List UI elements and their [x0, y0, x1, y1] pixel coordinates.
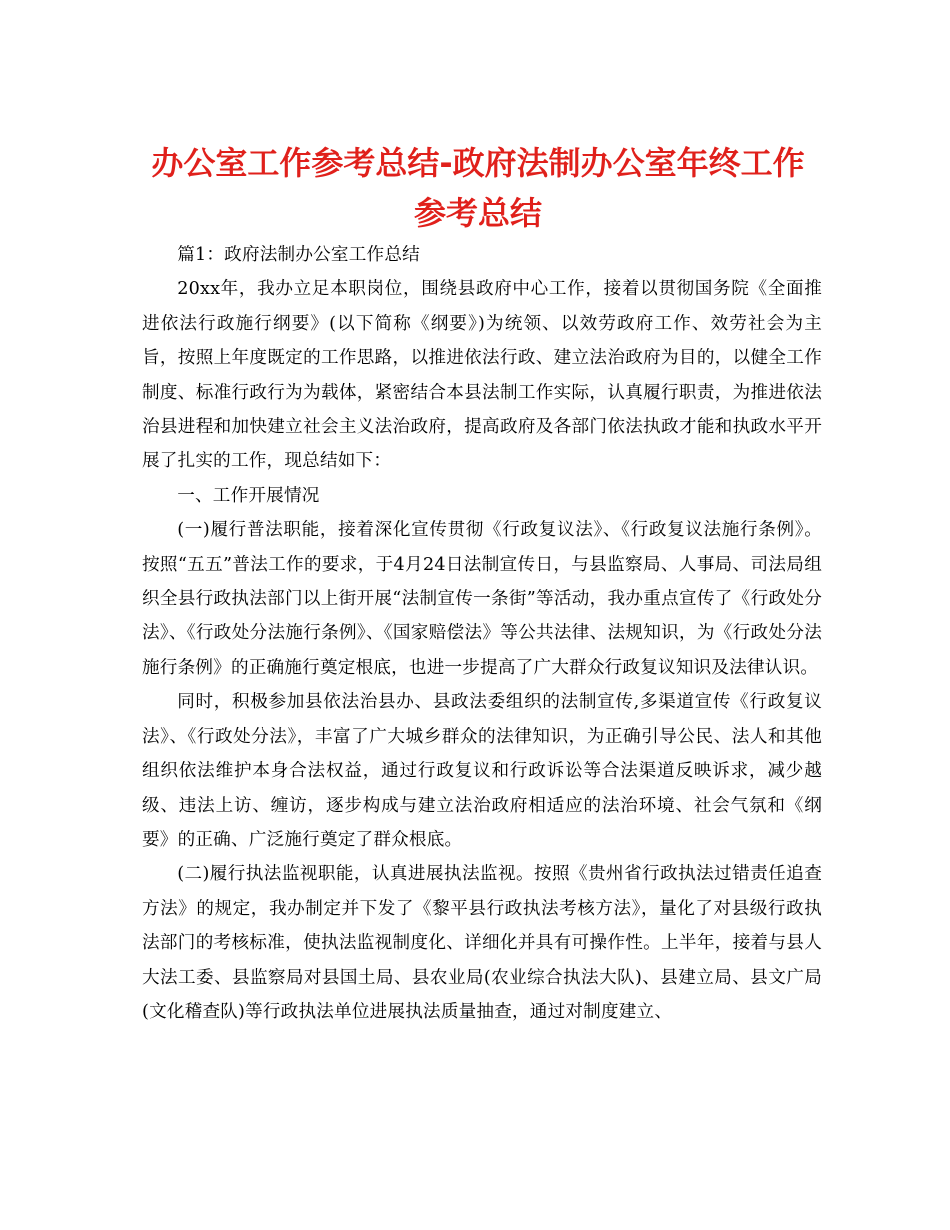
document-page — [142, 138, 822, 1029]
section-heading: 一、工作开展情况 — [177, 485, 320, 506]
body-paragraph: (一)履行普法职能，接着深化宣传贯彻《行政复议法》、《行政复议法施行条例》。按照“五五”普法工作的要求，于4月24日法制宣传日，与县监察局、人事局、司法局组织全县行政执法部门以上街开展“法制宣传一条街”等活动，我办重点宣传了《行政处分法》、《行政处分法施行条例》、《国家赔偿法》等公共法律、法规知识，为《行政处分法施行条例》的正确施行奠定根底，也进一步提高了广大群众行政复议知识及法律认识。 — [142, 520, 822, 678]
body-paragraph: 20xx年，我办立足本职岗位，围绕县政府中心工作，接着以贯彻国务院《全面推进依法行政施行纲要》(以下简称《纲要》)为统领、以效劳政府工作、效劳社会为主旨，按照上年度既定的工作思路，以推进依法行政、建立法治政府为目的，以健全工作制度、标准行政行为为载体，紧密结合本县法制工作实际，认真履行职责，为推进依法治县进程和加快建立社会主义法治政府，提高政府及各部门依法执政才能和执政水平开展了扎实的工作，现总结如下： — [142, 279, 822, 472]
body-paragraph: 同时，积极参加县依法治县办、县政法委组织的法制宣传,多渠道宣传《行政复议法》、《行政处分法》，丰富了广大城乡群众的法律知识，为正确引导公民、法人和其他组织依法维护本身合法权益，通过行政复议和行政诉讼等合法渠道反映诉求，减少越级、违法上访、缠访，逐步构成与建立法治政府相适应的法治环境、社会气氛和《纲要》的正确、广泛施行奠定了群众根底。 — [142, 692, 822, 850]
document-title: 办公室工作参考总结-政府法制办公室年终工作参考总结 — [151, 144, 805, 232]
body-paragraph: (二)履行执法监视职能，认真进展执法监视。按照《贵州省行政执法过错责任追查方法》的规定，我办制定并下发了《黎平县行政执法考核方法》，量化了对县级行政执法部门的考核标准，使执法监视制度化、详细化并具有可操作性。上半年，接着与县人大法工委、县监察局对县国土局、县农业局(农业综合执法大队)、县建立局、县文广局(文化稽查队)等行政执法单位进展执法质量抽查，通过对制度建立、 — [142, 864, 822, 1022]
section-heading: 篇1：政府法制办公室工作总结 — [177, 245, 420, 265]
